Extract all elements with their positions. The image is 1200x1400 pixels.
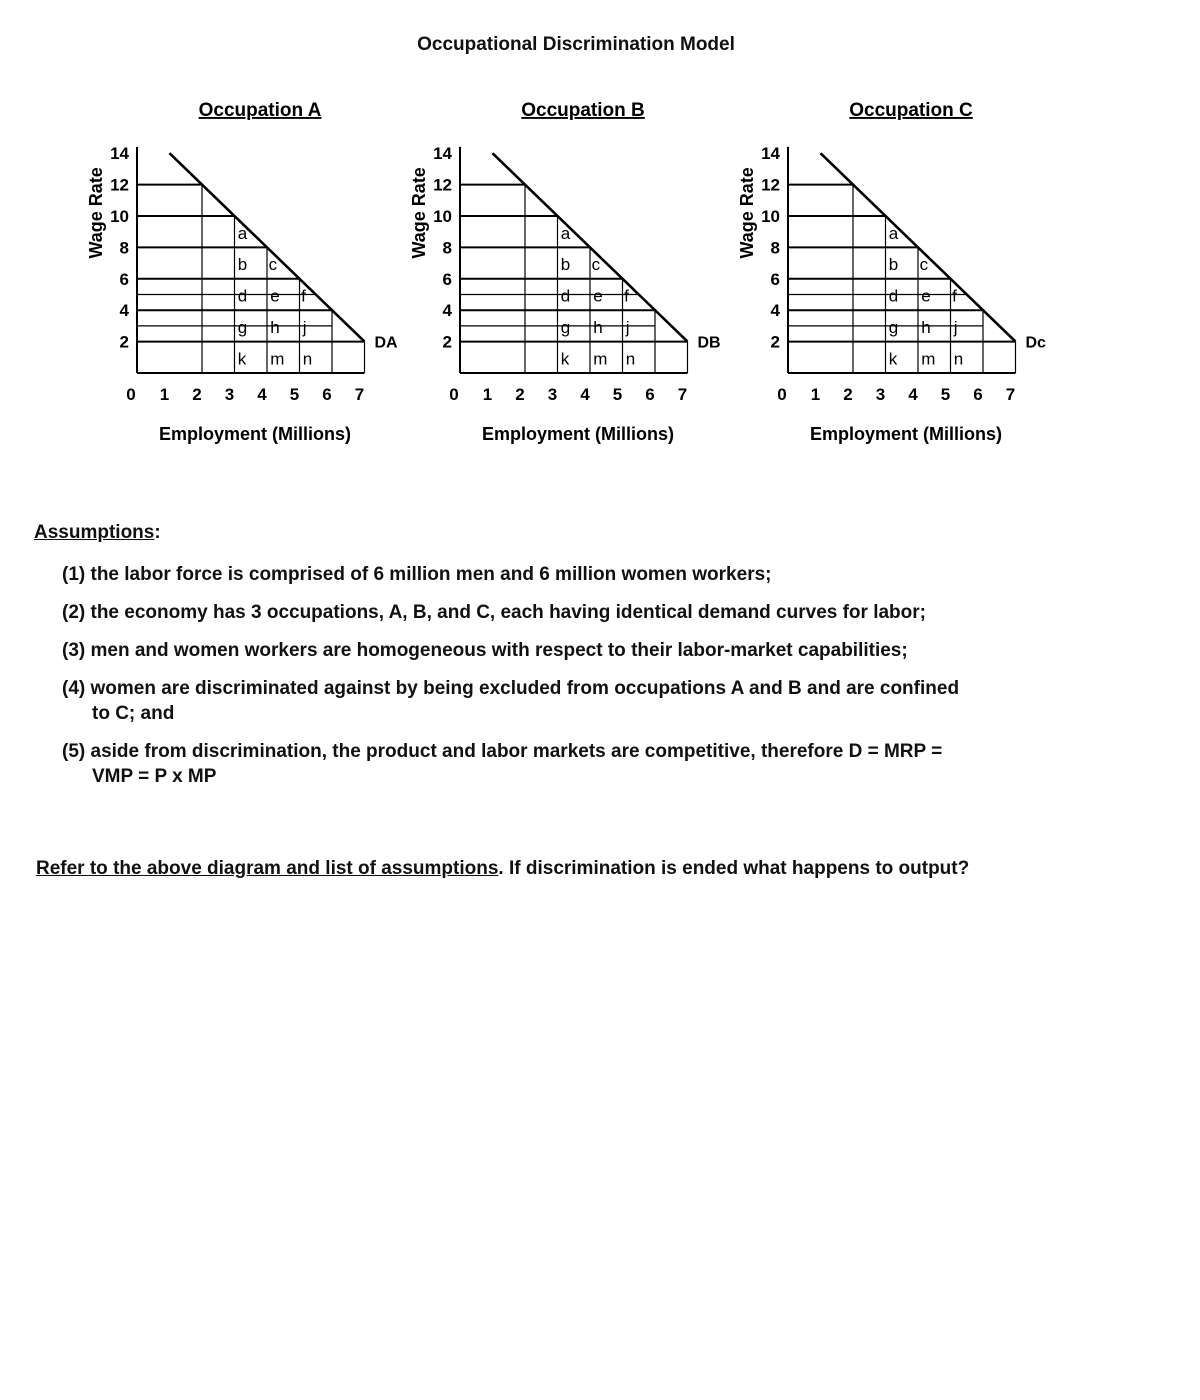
y-tick-label: 14 — [110, 144, 129, 164]
cell-label-d: d — [560, 286, 571, 306]
x-tick-label: 3 — [875, 385, 886, 404]
y-tick-label: 6 — [119, 269, 129, 289]
y-tick-label: 10 — [761, 207, 780, 226]
cell-label-k: k — [560, 349, 570, 369]
cell-label-f: f — [624, 286, 629, 306]
y-tick-label: 2 — [119, 332, 129, 352]
demand-curve-label: DA — [374, 334, 398, 352]
cell-label-b: b — [237, 255, 248, 275]
cell-label-f: f — [301, 286, 306, 306]
cell-label-f: f — [952, 286, 957, 306]
y-axis-label: Wage Rate — [86, 167, 106, 259]
cell-label-m: m — [593, 349, 608, 369]
x-tick-label: 7 — [677, 385, 688, 404]
cell-label-g: g — [560, 318, 571, 338]
question-text — [36, 858, 969, 880]
cell-label-a: a — [888, 223, 899, 243]
x-tick-label: 6 — [322, 385, 332, 404]
y-tick-label: 10 — [433, 207, 452, 226]
x-tick-label: 7 — [354, 385, 365, 404]
assumptions-list — [62, 562, 982, 802]
assumption-item: (5) aside from discrimination, the product and labor markets are competitive, therefore D = MRP = VMP = P x MP — [62, 741, 943, 787]
x-tick-label: 2 — [515, 385, 525, 404]
demand-curve-label: Dc — [1025, 334, 1046, 352]
chart-title: Occupation C — [849, 100, 973, 121]
cell-label-h: h — [593, 318, 603, 338]
cell-label-j: j — [302, 318, 307, 338]
assumptions-heading — [34, 522, 161, 544]
cell-label-b: b — [888, 255, 899, 275]
x-tick-label: 1 — [482, 385, 493, 404]
question-reference: Refer to the above diagram and list of assumptions — [36, 858, 499, 879]
cell-label-m: m — [270, 349, 285, 369]
cell-label-e: e — [593, 286, 603, 306]
cell-label-c: c — [268, 255, 278, 275]
cell-label-k: k — [237, 349, 247, 369]
x-tick-label: 4 — [257, 385, 267, 404]
x-tick-label: 0 — [126, 385, 136, 404]
y-tick-label: 2 — [442, 332, 452, 352]
demand-curve-label: DB — [697, 334, 721, 352]
page-title: Occupational Discrimination Model — [417, 34, 735, 55]
x-axis-label: Employment (Millions) — [481, 424, 675, 444]
cell-label-k: k — [888, 349, 898, 369]
x-tick-label: 6 — [645, 385, 655, 404]
y-tick-label: 8 — [442, 238, 452, 258]
cell-label-n: n — [302, 349, 313, 369]
cell-label-d: d — [237, 286, 248, 306]
assumptions-colon: : — [154, 522, 161, 543]
x-axis-label: Employment (Millions) — [809, 424, 1003, 444]
cell-label-c: c — [919, 255, 929, 275]
x-tick-label: 6 — [973, 385, 983, 404]
cell-label-n: n — [953, 349, 964, 369]
chart-occupation-b — [405, 90, 735, 450]
cell-label-g: g — [237, 318, 248, 338]
x-tick-label: 2 — [192, 385, 202, 404]
chart-occupation-c — [733, 90, 1063, 450]
cell-label-d: d — [888, 286, 899, 306]
x-tick-label: 5 — [289, 385, 300, 404]
y-axis-label: Wage Rate — [737, 167, 757, 259]
x-tick-label: 5 — [940, 385, 951, 404]
assumption-item: (4) women are discriminated against by being excluded from occupations A and B and are confined to C; and — [62, 678, 960, 724]
x-tick-label: 3 — [224, 385, 235, 404]
x-tick-label: 2 — [843, 385, 853, 404]
cell-label-b: b — [560, 255, 571, 275]
y-tick-label: 4 — [770, 301, 780, 321]
y-tick-label: 4 — [442, 301, 452, 321]
assumption-item: (1) the labor force is comprised of 6 million men and 6 million women workers; — [62, 564, 772, 585]
cell-label-g: g — [888, 318, 899, 338]
assumption-item: (3) men and women workers are homogeneous with respect to their labor-market capabilities; — [62, 640, 908, 661]
cell-label-a: a — [237, 223, 248, 243]
cell-label-n: n — [625, 349, 636, 369]
cell-label-h: h — [270, 318, 280, 338]
cell-label-c: c — [591, 255, 601, 275]
y-tick-label: 12 — [433, 175, 452, 195]
y-tick-label: 4 — [119, 301, 129, 321]
cell-label-e: e — [921, 286, 931, 306]
chart-occupation-a — [82, 90, 412, 450]
y-tick-label: 8 — [770, 238, 780, 258]
cell-label-e: e — [270, 286, 280, 306]
x-tick-label: 0 — [449, 385, 459, 404]
cell-label-h: h — [921, 318, 931, 338]
y-tick-label: 12 — [761, 175, 780, 195]
cell-label-j: j — [953, 318, 958, 338]
x-tick-label: 4 — [908, 385, 918, 404]
y-tick-label: 8 — [119, 238, 129, 258]
x-tick-label: 0 — [777, 385, 787, 404]
chart-svg — [82, 90, 412, 450]
x-tick-label: 5 — [612, 385, 623, 404]
assumption-item: (2) the economy has 3 occupations, A, B, and C, each having identical demand curves for labor; — [62, 602, 926, 623]
cell-label-a: a — [560, 223, 571, 243]
y-tick-label: 14 — [433, 144, 452, 164]
y-tick-label: 10 — [110, 207, 129, 226]
chart-svg — [733, 90, 1063, 450]
y-tick-label: 2 — [770, 332, 780, 352]
y-tick-label: 14 — [761, 144, 780, 164]
x-tick-label: 7 — [1005, 385, 1016, 404]
x-tick-label: 1 — [810, 385, 821, 404]
chart-title: Occupation B — [521, 100, 645, 121]
x-axis-label: Employment (Millions) — [158, 424, 352, 444]
cell-label-m: m — [921, 349, 936, 369]
x-tick-label: 1 — [159, 385, 170, 404]
question-body: . If discrimination is ended what happens to output? — [498, 858, 970, 879]
assumptions-title: Assumptions — [34, 522, 155, 543]
y-axis-label: Wage Rate — [409, 167, 429, 259]
chart-title: Occupation A — [198, 100, 322, 121]
chart-svg — [405, 90, 735, 450]
y-tick-label: 6 — [442, 269, 452, 289]
x-tick-label: 3 — [547, 385, 558, 404]
y-tick-label: 12 — [110, 175, 129, 195]
cell-label-j: j — [625, 318, 630, 338]
x-tick-label: 4 — [580, 385, 590, 404]
y-tick-label: 6 — [770, 269, 780, 289]
